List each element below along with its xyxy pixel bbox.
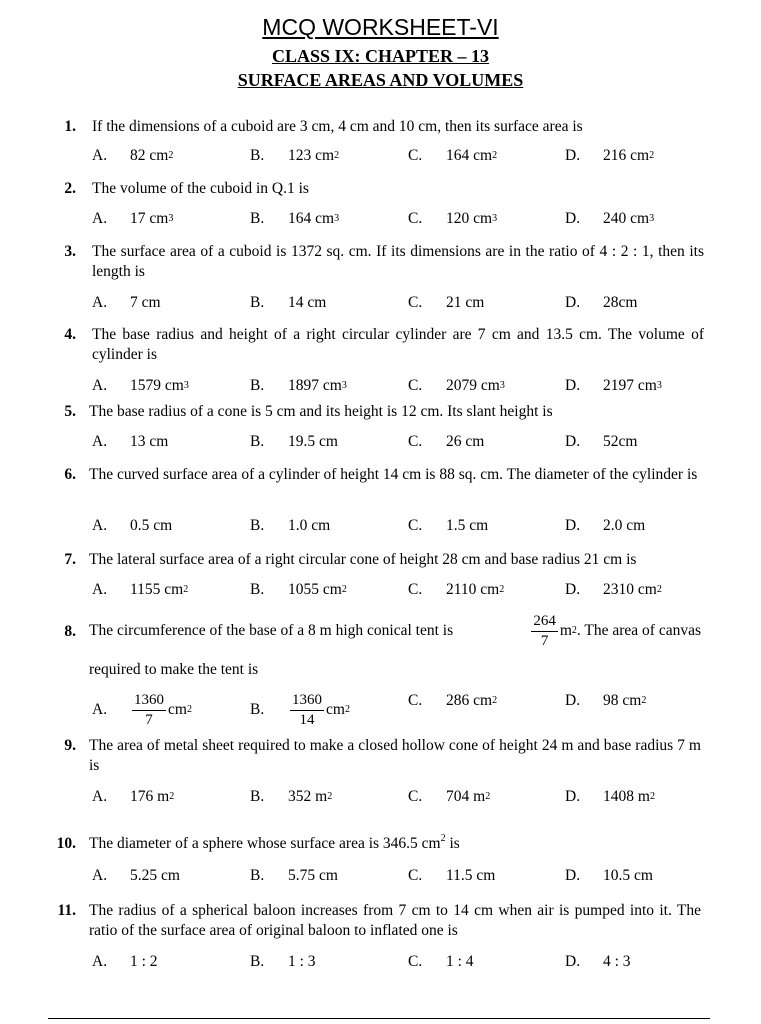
question-text-expression: $\frac{264}{7}$ m 2 . The area of canvas xyxy=(533,612,701,649)
answer-option[interactable] xyxy=(250,949,316,975)
answer-option[interactable] xyxy=(408,429,484,455)
question-text: The area of metal sheet required to make a closed hollow cone of height 24 m and base radius 7 m is xyxy=(89,737,701,774)
option-label: D. xyxy=(565,147,581,164)
question-number: 3. xyxy=(64,243,76,260)
question-number: 7. xyxy=(64,551,76,568)
answer-option[interactable]: B. 164 cm 3 xyxy=(250,210,340,227)
question-number: 4. xyxy=(64,326,76,343)
option-value: cm xyxy=(168,701,187,718)
question-number: 6. xyxy=(64,466,76,483)
answer-option[interactable]: A. 1155 cm 2 xyxy=(92,581,189,598)
unit: m xyxy=(559,622,572,639)
fraction-denominator: 14 xyxy=(299,711,315,728)
option-value: 1.0 cm xyxy=(288,517,331,534)
option-label: A. xyxy=(92,294,108,311)
answer-option[interactable]: C. 120 cm 3 xyxy=(408,210,498,227)
answer-option[interactable]: B. 123 cm 2 xyxy=(250,147,340,164)
option-label: C. xyxy=(408,377,423,394)
option-value: 216 cm xyxy=(603,147,650,164)
unit-exponent: 2 xyxy=(440,833,446,844)
answer-options xyxy=(0,577,761,603)
answer-option[interactable]: A. 176 m 2 xyxy=(92,788,175,805)
option-label: C. xyxy=(408,210,423,227)
answer-option[interactable] xyxy=(565,863,653,889)
answer-option[interactable]: A. 1579 cm 3 xyxy=(92,377,189,394)
answer-options xyxy=(0,143,761,169)
option-value: 1155 cm xyxy=(130,581,184,598)
option-value: 19.5 cm xyxy=(288,433,338,450)
option-value: 14 cm xyxy=(288,294,327,311)
answer-option[interactable]: A. $\frac{1360}{7}$ cm 2 xyxy=(92,691,192,728)
option-value: 1579 cm xyxy=(130,377,184,394)
answer-option[interactable] xyxy=(565,513,645,539)
option-value: 1.5 cm xyxy=(446,517,489,534)
option-value: 2079 cm xyxy=(446,377,500,394)
option-value: cm xyxy=(326,701,345,718)
answer-options xyxy=(0,513,761,539)
answer-option[interactable] xyxy=(565,290,637,316)
option-value: 286 cm xyxy=(446,692,493,709)
option-label: B. xyxy=(250,581,265,598)
option-label: B. xyxy=(250,147,265,164)
option-label: C. xyxy=(408,867,423,884)
option-value: 82 cm xyxy=(130,147,169,164)
option-value: 164 cm xyxy=(446,147,493,164)
option-label: B. xyxy=(250,294,265,311)
fraction-numerator: 1360 xyxy=(290,691,324,711)
option-label: C. xyxy=(408,953,423,970)
fraction xyxy=(531,612,558,651)
question-text-part: . The area of canvas xyxy=(576,622,701,639)
fraction-denominator: 7 xyxy=(540,632,549,649)
answer-option[interactable] xyxy=(92,429,168,455)
option-value: 4 : 3 xyxy=(603,953,631,970)
answer-options xyxy=(0,373,761,399)
option-value: 1408 m xyxy=(603,788,650,805)
answer-option[interactable]: D. 98 cm 2 xyxy=(565,692,647,709)
option-value: 26 cm xyxy=(446,433,485,450)
option-value: 2310 cm xyxy=(603,581,657,598)
option-value: 21 cm xyxy=(446,294,485,311)
question-text xyxy=(89,608,701,680)
option-value: 1 : 3 xyxy=(288,953,316,970)
question-text xyxy=(89,834,701,854)
answer-option[interactable]: C. 704 m 2 xyxy=(408,788,491,805)
option-label: B. xyxy=(250,377,265,394)
question-text: The radius of a spherical baloon increases from 7 cm to 14 cm when air is pumped into it. The ratio of the surface area of original baloon to inflated one is xyxy=(89,902,701,939)
answer-option[interactable]: B. 1055 cm 2 xyxy=(250,581,347,598)
fraction-numerator: 264 xyxy=(531,612,558,632)
option-label: A. xyxy=(92,210,108,227)
option-value: 11.5 cm xyxy=(446,867,496,884)
question-number: 1. xyxy=(64,118,76,135)
question-text: The volume of the cuboid in Q.1 is xyxy=(92,180,309,197)
question-line xyxy=(89,608,701,654)
option-label: A. xyxy=(92,433,108,450)
option-label: D. xyxy=(565,433,581,450)
option-value: 2197 cm xyxy=(603,377,657,394)
class-chapter-heading: CLASS IX: CHAPTER – 13 xyxy=(271,46,490,66)
option-value: 2.0 cm xyxy=(603,517,646,534)
answer-option[interactable]: B. $\frac{1360}{14}$ cm 2 xyxy=(250,691,350,728)
option-label: D. xyxy=(565,210,581,227)
answer-option[interactable]: C. 164 cm 2 xyxy=(408,147,498,164)
answer-options xyxy=(0,949,761,975)
question-text: The surface area of a cuboid is 1372 sq. cm. If its dimensions are in the ratio of 4 : 2 : 1, then its length is xyxy=(92,243,704,280)
answer-options xyxy=(0,206,761,232)
option-fraction xyxy=(290,691,324,730)
option-fraction xyxy=(132,691,166,730)
answer-option[interactable] xyxy=(565,429,637,455)
option-label: A. xyxy=(92,581,108,598)
option-value: 7 cm xyxy=(130,294,161,311)
question-number: 2. xyxy=(64,180,76,197)
option-label: B. xyxy=(250,867,265,884)
option-value: 2110 cm xyxy=(446,581,500,598)
question-text: The base radius of a cone is 5 cm and its height is 12 cm. Its slant height is xyxy=(89,403,553,420)
option-value: 1897 cm xyxy=(288,377,342,394)
answer-options xyxy=(0,784,761,810)
option-label: C. xyxy=(408,147,423,164)
answer-option[interactable]: C. 286 cm 2 xyxy=(408,692,498,709)
question-number: 10. xyxy=(56,835,76,852)
question-line: required to make the tent is xyxy=(89,661,259,678)
option-label: A. xyxy=(92,867,108,884)
answer-option[interactable] xyxy=(565,949,631,975)
question-number: 5. xyxy=(64,403,76,420)
option-label: A. xyxy=(92,701,108,718)
option-label: B. xyxy=(250,433,265,450)
answer-options xyxy=(0,290,761,316)
answer-options xyxy=(0,429,761,455)
option-label: A. xyxy=(92,788,108,805)
option-label: C. xyxy=(408,294,423,311)
option-label: C. xyxy=(408,517,423,534)
option-label: A. xyxy=(92,517,108,534)
answer-option[interactable]: D. 2197 cm 3 xyxy=(565,377,662,394)
option-value: 98 cm xyxy=(603,692,642,709)
option-label: A. xyxy=(92,377,108,394)
option-value: 17 cm xyxy=(130,210,169,227)
option-label: C. xyxy=(408,581,423,598)
answer-option[interactable] xyxy=(92,863,180,889)
option-value: 28cm xyxy=(603,294,638,311)
answer-option[interactable] xyxy=(92,290,161,316)
question-number: 8. xyxy=(64,623,76,640)
answer-option[interactable] xyxy=(250,863,338,889)
option-value: 5.25 cm xyxy=(130,867,180,884)
option-value: 1055 cm xyxy=(288,581,342,598)
option-value: 5.75 cm xyxy=(288,867,338,884)
fraction-numerator: 1360 xyxy=(132,691,166,711)
question-text-part: The circumference of the base of a 8 m high conical tent is xyxy=(89,622,454,639)
answer-option[interactable]: C. 2079 cm 3 xyxy=(408,377,505,394)
option-value: 176 m xyxy=(130,788,170,805)
option-value: 1 : 4 xyxy=(446,953,474,970)
question-text: The lateral surface area of a right circular cone of height 28 cm and base radius 21 cm is xyxy=(89,551,637,568)
answer-option[interactable]: D. 216 cm 2 xyxy=(565,147,655,164)
question-text-part: The diameter of a sphere whose surface area is 346.5 cm xyxy=(89,835,441,852)
option-value: 164 cm xyxy=(288,210,335,227)
option-label: B. xyxy=(250,788,265,805)
option-label: B. xyxy=(250,517,265,534)
answer-option[interactable]: D. 2310 cm 2 xyxy=(565,581,662,598)
option-label: D. xyxy=(565,377,581,394)
option-label: B. xyxy=(250,953,265,970)
option-value: 352 m xyxy=(288,788,328,805)
option-label: D. xyxy=(565,517,581,534)
answer-option[interactable] xyxy=(250,513,330,539)
question-text: If the dimensions of a cuboid are 3 cm, 4 cm and 10 cm, then its surface area is xyxy=(92,118,583,135)
option-label: C. xyxy=(408,692,423,709)
answer-option[interactable] xyxy=(408,290,484,316)
option-value: 120 cm xyxy=(446,210,493,227)
answer-option[interactable]: B. 352 m 2 xyxy=(250,788,333,805)
option-label: D. xyxy=(565,788,581,805)
answer-option[interactable] xyxy=(408,513,488,539)
answer-option[interactable] xyxy=(250,429,338,455)
option-label: D. xyxy=(565,692,581,709)
subject-heading: SURFACE AREAS AND VOLUMES xyxy=(237,70,524,90)
option-label: D. xyxy=(565,581,581,598)
option-value: 10.5 cm xyxy=(603,867,653,884)
answer-option[interactable] xyxy=(92,949,158,975)
answer-option[interactable]: D. 240 cm 3 xyxy=(565,210,655,227)
answer-option[interactable]: C. 2110 cm 2 xyxy=(408,581,505,598)
question-number: 9. xyxy=(64,737,76,754)
option-label: D. xyxy=(565,294,581,311)
option-value: 52cm xyxy=(603,433,638,450)
fraction-denominator: 7 xyxy=(145,711,153,728)
answer-option[interactable] xyxy=(408,863,495,889)
option-value: 13 cm xyxy=(130,433,169,450)
option-value: 240 cm xyxy=(603,210,650,227)
question-text-part: is xyxy=(445,835,460,852)
option-label: D. xyxy=(565,953,581,970)
answer-option[interactable]: D. 1408 m 2 xyxy=(565,788,655,805)
question-text: The base radius and height of a right circular cylinder are 7 cm and 13.5 cm. The volume of cylinder is xyxy=(92,326,704,363)
worksheet-title: MCQ WORKSHEET-VI xyxy=(262,14,499,40)
answer-option[interactable]: B. 1897 cm 3 xyxy=(250,377,347,394)
footer-divider xyxy=(48,1018,710,1019)
answer-options xyxy=(0,863,761,889)
option-label: C. xyxy=(408,788,423,805)
option-value: 123 cm xyxy=(288,147,335,164)
option-label: C. xyxy=(408,433,423,450)
option-value: 0.5 cm xyxy=(130,517,173,534)
answer-options xyxy=(0,688,761,732)
option-value: 1 : 2 xyxy=(130,953,158,970)
answer-option[interactable] xyxy=(408,949,474,975)
answer-option[interactable] xyxy=(92,513,172,539)
option-label: D. xyxy=(565,867,581,884)
option-label: B. xyxy=(250,210,265,227)
answer-option[interactable]: A. 17 cm 3 xyxy=(92,210,174,227)
answer-option[interactable]: A. 82 cm 2 xyxy=(92,147,174,164)
option-label: B. xyxy=(250,701,265,718)
question-text: The curved surface area of a cylinder of height 14 cm is 88 sq. cm. The diameter of the cylinder is xyxy=(89,466,698,483)
option-label: A. xyxy=(92,147,108,164)
option-label: A. xyxy=(92,953,108,970)
question-number: 11. xyxy=(57,902,76,919)
answer-option[interactable] xyxy=(250,290,326,316)
option-value: 704 m xyxy=(446,788,486,805)
